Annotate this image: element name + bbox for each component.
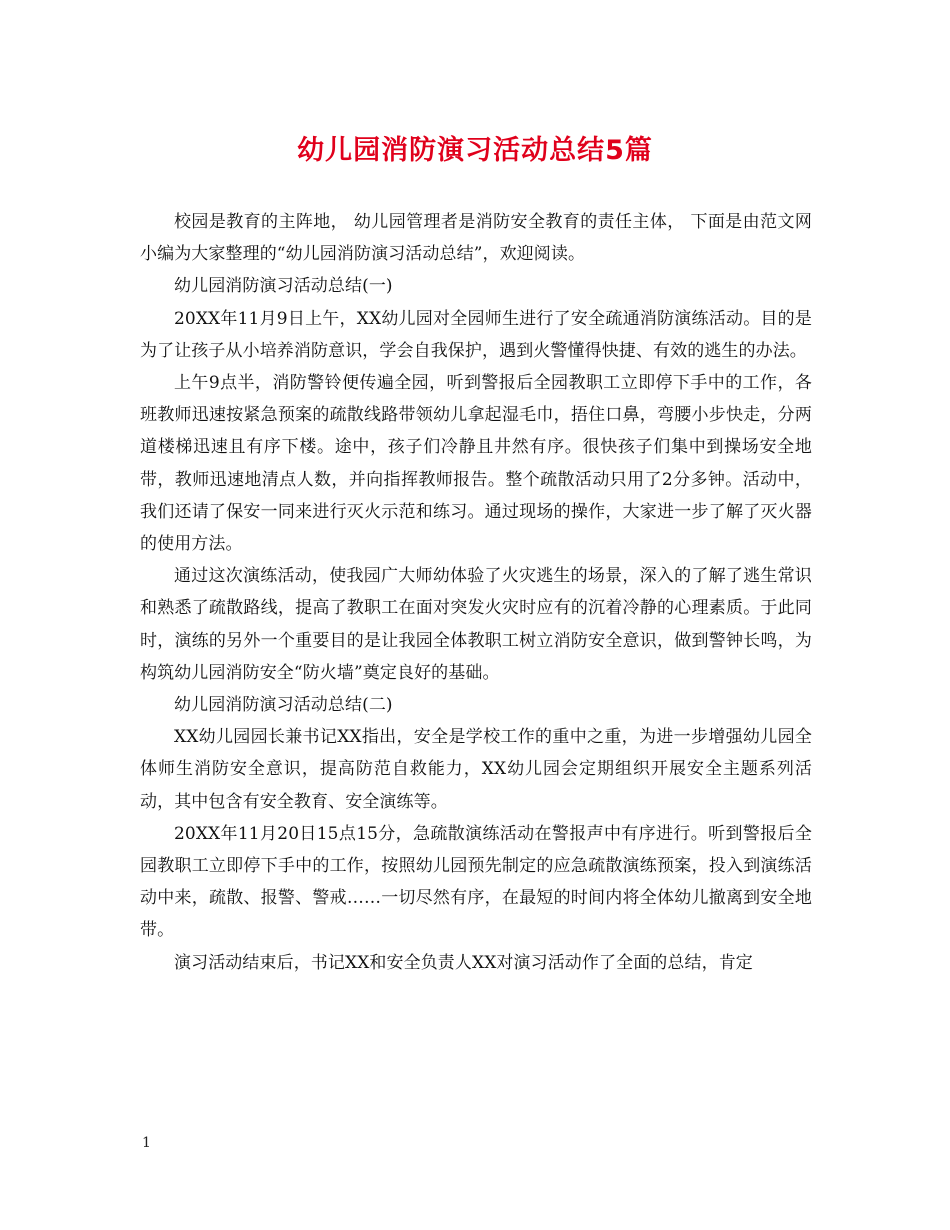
section-heading-2: 幼儿园消防演习活动总结(二) [174, 695, 393, 716]
body-paragraph: 上午9点半，消防警铃便传遍全园，听到警报后全园教职工立即停下手中的工作，各班教师迅速按紧急预案的疏散线路带领幼儿拿起湿毛巾，捂住口鼻，弯腰小步快走，分两道楼梯迅速且有序下楼。途中，孩子们冷静且井然有序。很快孩子们集中到操场安全地带，教师迅速地清点人数，并向指挥教师报告。整个疏散活动只用了2分多钟。活动中，我们还请了保安一同来进行灭火示范和练习。通过现场的操作，大家进一步了解了灭火器的使用方法。 [140, 373, 812, 555]
body-paragraph: 通过这次演练活动，使我园广大师幼体验了火灾逃生的场景，深入的了解了逃生常识和熟悉了疏散路线，提高了教职工在面对突发火灾时应有的沉着冷静的心理素质。于此同时，演练的另外一个重要目的是让我园全体教职工树立消防安全意识，做到警钟长鸣，为构筑幼儿园消防安全“防火墙”奠定良好的基础。 [140, 566, 812, 683]
document-title: 幼儿园消防演习活动总结5篇 [297, 135, 653, 166]
intro-paragraph: 校园是教育的主阵地， 幼儿园管理者是消防安全教育的责任主体， 下面是由范文网小编为大家整理的“幼儿园消防演习活动总结”，欢迎阅读。 [140, 212, 812, 265]
document-body [140, 206, 812, 979]
body-paragraph: 20XX年11月20日15点15分，急疏散演练活动在警报声中有序进行。听到警报后全园教职工立即停下手中的工作，按照幼儿园预先制定的应急疏散演练预案，投入到演练活动中来，疏散、报警、警戒……一切尽然有序，在最短的时间内将全体幼儿撤离到安全地带。 [140, 823, 812, 941]
page-number: 1 [142, 1135, 151, 1151]
section-heading-1: 幼儿园消防演习活动总结(一) [174, 276, 393, 297]
body-paragraph: 20XX年11月9日上午，XX幼儿园对全园师生进行了安全疏通消防演练活动。目的是为了让孩子从小培养消防意识，学会自我保护，遇到火警懂得快捷、有效的逃生的办法。 [140, 308, 812, 361]
body-paragraph: XX幼儿园园长兼书记XX指出，安全是学校工作的重中之重，为进一步增强幼儿园全体师生消防安全意识，提高防范自救能力，XX幼儿园会定期组织开展安全主题系列活动，其中包含有安全教育、安全演练等。 [140, 727, 812, 812]
body-paragraph: 演习活动结束后，书记XX和安全负责人XX对演习活动作了全面的总结，肯定 [174, 952, 753, 973]
